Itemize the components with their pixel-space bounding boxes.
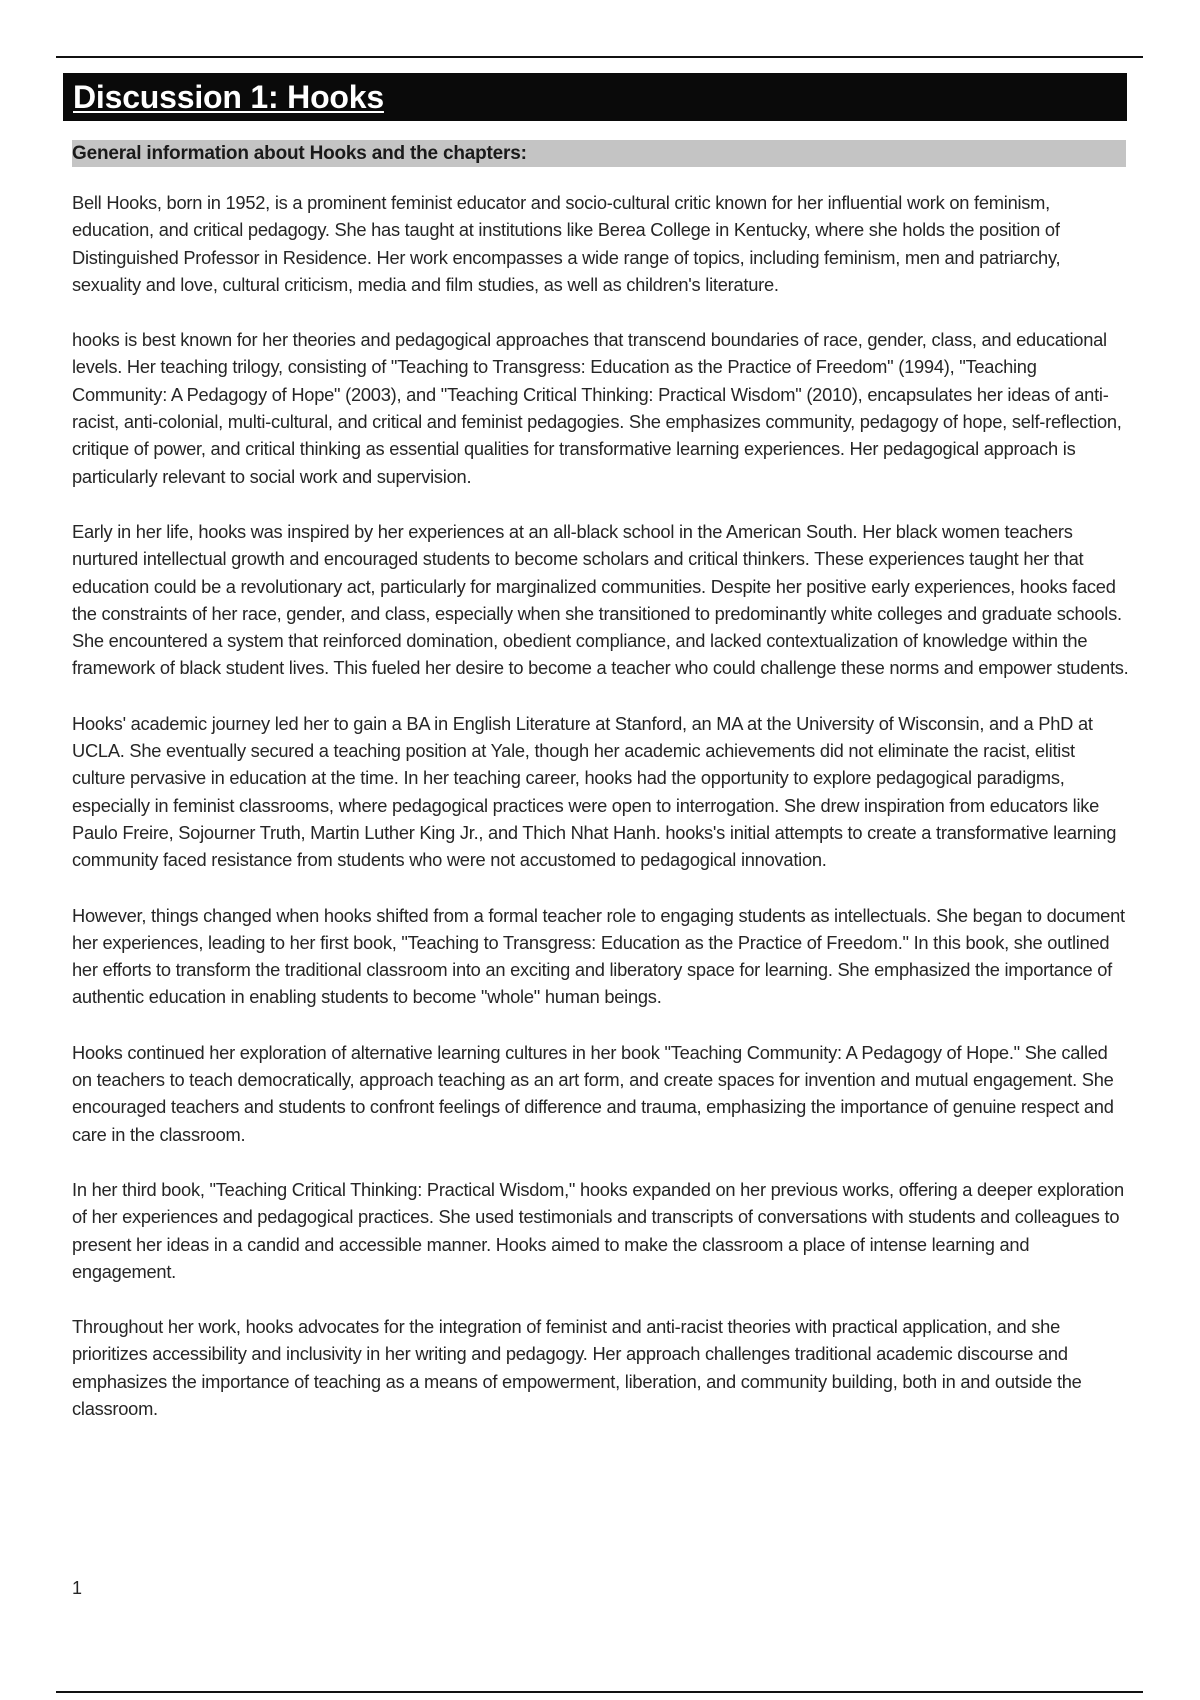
paragraph-5: However, things changed when hooks shifted from a formal teacher role to engaging students as intellectuals. She began to document her experiences, leading to her first book, "Teaching to Transgress: Education as the Practice of Freedom." In this book, she outlined her efforts to transform the traditional classroom into an exciting and liberatory space for learning. She emphasized the importance of authentic education in enabling students to become "whole" human beings. bbox=[72, 904, 1125, 1008]
paragraph-6: Hooks continued her exploration of alternative learning cultures in her book "Teaching Community: A Pedagogy of Hope." She called on teachers to teach democratically, approach teaching as an art form, and create spaces for invention and mutual engagement. She encouraged teachers and students to confront feelings of difference and trauma, emphasizing the importance of genuine respect and care in the classroom. bbox=[72, 1041, 1114, 1145]
title-bar bbox=[63, 73, 1127, 121]
page-number: 1 bbox=[72, 1578, 83, 1598]
section-subheading: General information about Hooks and the chapters: bbox=[72, 140, 1126, 167]
bottom-rule bbox=[56, 1691, 1143, 1693]
paragraph-8: Throughout her work, hooks advocates for the integration of feminist and anti-racist theories with practical application, and she prioritizes accessibility and inclusivity in her writing and pedagogy. Her approach challenges traditional academic discourse and emphasizes the importance of teaching as a means of empowerment, liberation, and community building, both in and outside the classroom. bbox=[72, 1316, 1082, 1419]
paragraph-1: Bell Hooks, born in 1952, is a prominent feminist educator and socio-cultural critic known for her influential work on feminism, education, and critical pedagogy. She has taught at institutions like Berea College in Kentucky, where she holds the position of Distinguished Professor in Residence. Her work encompasses a wide range of topics, including feminism, men and patriarchy, sexuality and love, cultural criticism, media and film studies, as well as children's literature. bbox=[72, 192, 1061, 295]
paragraph-2: hooks is best known for her theories and pedagogical approaches that transcend boundaries of race, gender, class, and educational levels. Her teaching trilogy, consisting of "Teaching to Transgress: Education as the Practice of Freedom" (1994), "Teaching Community: A Pedagogy of Hope" (2003), and "Teaching Critical Thinking: Practical Wisdom" (2010), encapsulates her ideas of anti-racist, anti-colonial, multi-cultural, and critical and feminist pedagogies. She emphasizes community, pedagogy of hope, self-reflection, critique of power, and critical thinking as essential qualities for transformative learning experiences. Her pedagogical approach is particularly relevant to social work and supervision. bbox=[72, 329, 1122, 487]
body-content bbox=[72, 189, 1132, 1450]
paragraph-3: Early in her life, hooks was inspired by her experiences at an all-black school in the American South. Her black women teachers nurtured intellectual growth and encouraged students to become scholars and critical thinkers. These experiences taught her that education could be a revolutionary act, particularly for marginalized communities. Despite her positive early experiences, hooks faced the constraints of her race, gender, and class, especially when she transitioned to predominantly white colleges and graduate schools. She encountered a system that reinforced domination, obedient compliance, and lacked contextualization of knowledge within the framework of black student lives. This fueled her desire to become a teacher who could challenge these norms and empower students. bbox=[72, 520, 1129, 679]
page-title: Discussion 1: Hooks bbox=[73, 78, 384, 115]
paragraph-4: Hooks' academic journey led her to gain a BA in English Literature at Stanford, an MA at the University of Wisconsin, and a PhD at UCLA. She eventually secured a teaching position at Yale, though her academic achievements did not eliminate the racist, elitist culture pervasive in education at the time. In her teaching career, hooks had the opportunity to explore pedagogical paradigms, especially in feminist classrooms, where pedagogical practices were open to interrogation. She drew inspiration from educators like Paulo Freire, Sojourner Truth, Martin Luther King Jr., and Thich Nhat Hanh. hooks's initial attempts to create a transformative learning community faced resistance from students who were not accustomed to pedagogical innovation. bbox=[72, 712, 1117, 871]
top-rule bbox=[56, 56, 1143, 58]
paragraph-7: In her third book, "Teaching Critical Thinking: Practical Wisdom," hooks expanded on her previous works, offering a deeper exploration of her experiences and pedagogical practices. She used testimonials and transcripts of conversations with students and colleagues to present her ideas in a candid and accessible manner. Hooks aimed to make the classroom a place of intense learning and engagement. bbox=[72, 1178, 1124, 1282]
